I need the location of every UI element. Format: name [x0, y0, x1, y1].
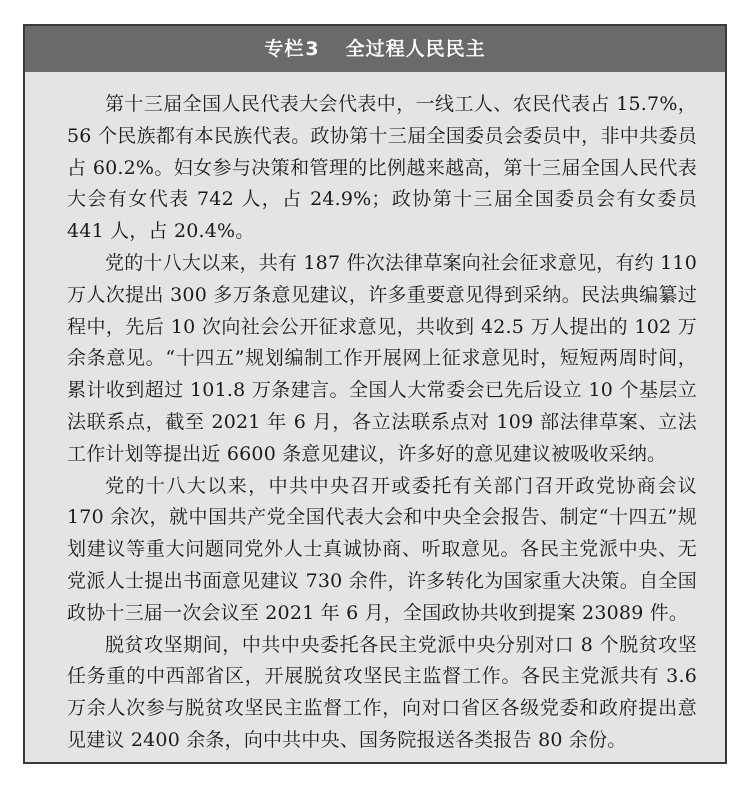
box-number: 3 — [305, 38, 320, 60]
sidebar-box — [23, 24, 727, 764]
box-body — [25, 72, 725, 757]
box-title: 全过程人民民主 — [345, 38, 486, 60]
paragraph-legislation-consultation: 党的十八大以来，共有 187 件次法律草案向社会征求意见，有约 110 万人次提出 300 多万条意见建议，许多重要意见得到采纳。民法典编纂过程中，先后 10 次向社会公开征求意见，共收到 42.5 万人提出的 102 万余条意见。“十四五”规划编制工作开展网上征求意见时，短短两周时间，累计收到超过 101.8 万条建言。全国人大常委会已先后设立 10 个基层立法联系点，截至 2021 年 6 月，各立法联系点对 109 部法律草案、立法工作计划等提出近 6600 条意见建议，许多好的意见建议被吸收采纳。 — [67, 251, 697, 465]
box-header — [25, 26, 725, 72]
paragraph-party-consultation: 党的十八大以来，中共中央召开或委托有关部门召开政党协商会议 170 余次，就中国共产党全国代表大会和中央全会报告、制定“十四五”规划建议等重大问题同党外人士真诚协商、听取意见。各民主党派中央、无党派人士提出书面意见建议 730 余件，许多转化为国家重大决策。自全国政协十三届一次会议至 2021 年 6 月，全国政协共收到提案 23089 件。 — [67, 474, 697, 624]
paragraph-poverty-supervision: 脱贫攻坚期间，中共中央委托各民主党派中央分别对口 8 个脱贫攻坚任务重的中西部省区，开展脱贫攻坚民主监督工作。各民主党派共有 3.6 万余人次参与脱贫攻坚民主监督工作，向对口省区各级党委和政府提出意见建议 2400 余条，向中共中央、国务院报送各类报告 80 余份。 — [67, 633, 697, 751]
paragraph-representatives: 第十三届全国人民代表大会代表中，一线工人、农民代表占 15.7%，56 个民族都有本民族代表。政协第十三届全国委员会委员中，非中共委员占 60.2%。妇女参与决策和管理的比例越来越高，第十三届全国人民代表大会有女代表 742 人，占 24.9%；政协第十三届全国委员会有女委员 441 人，占 20.4%。 — [67, 93, 697, 243]
box-label: 专栏 — [264, 38, 305, 60]
